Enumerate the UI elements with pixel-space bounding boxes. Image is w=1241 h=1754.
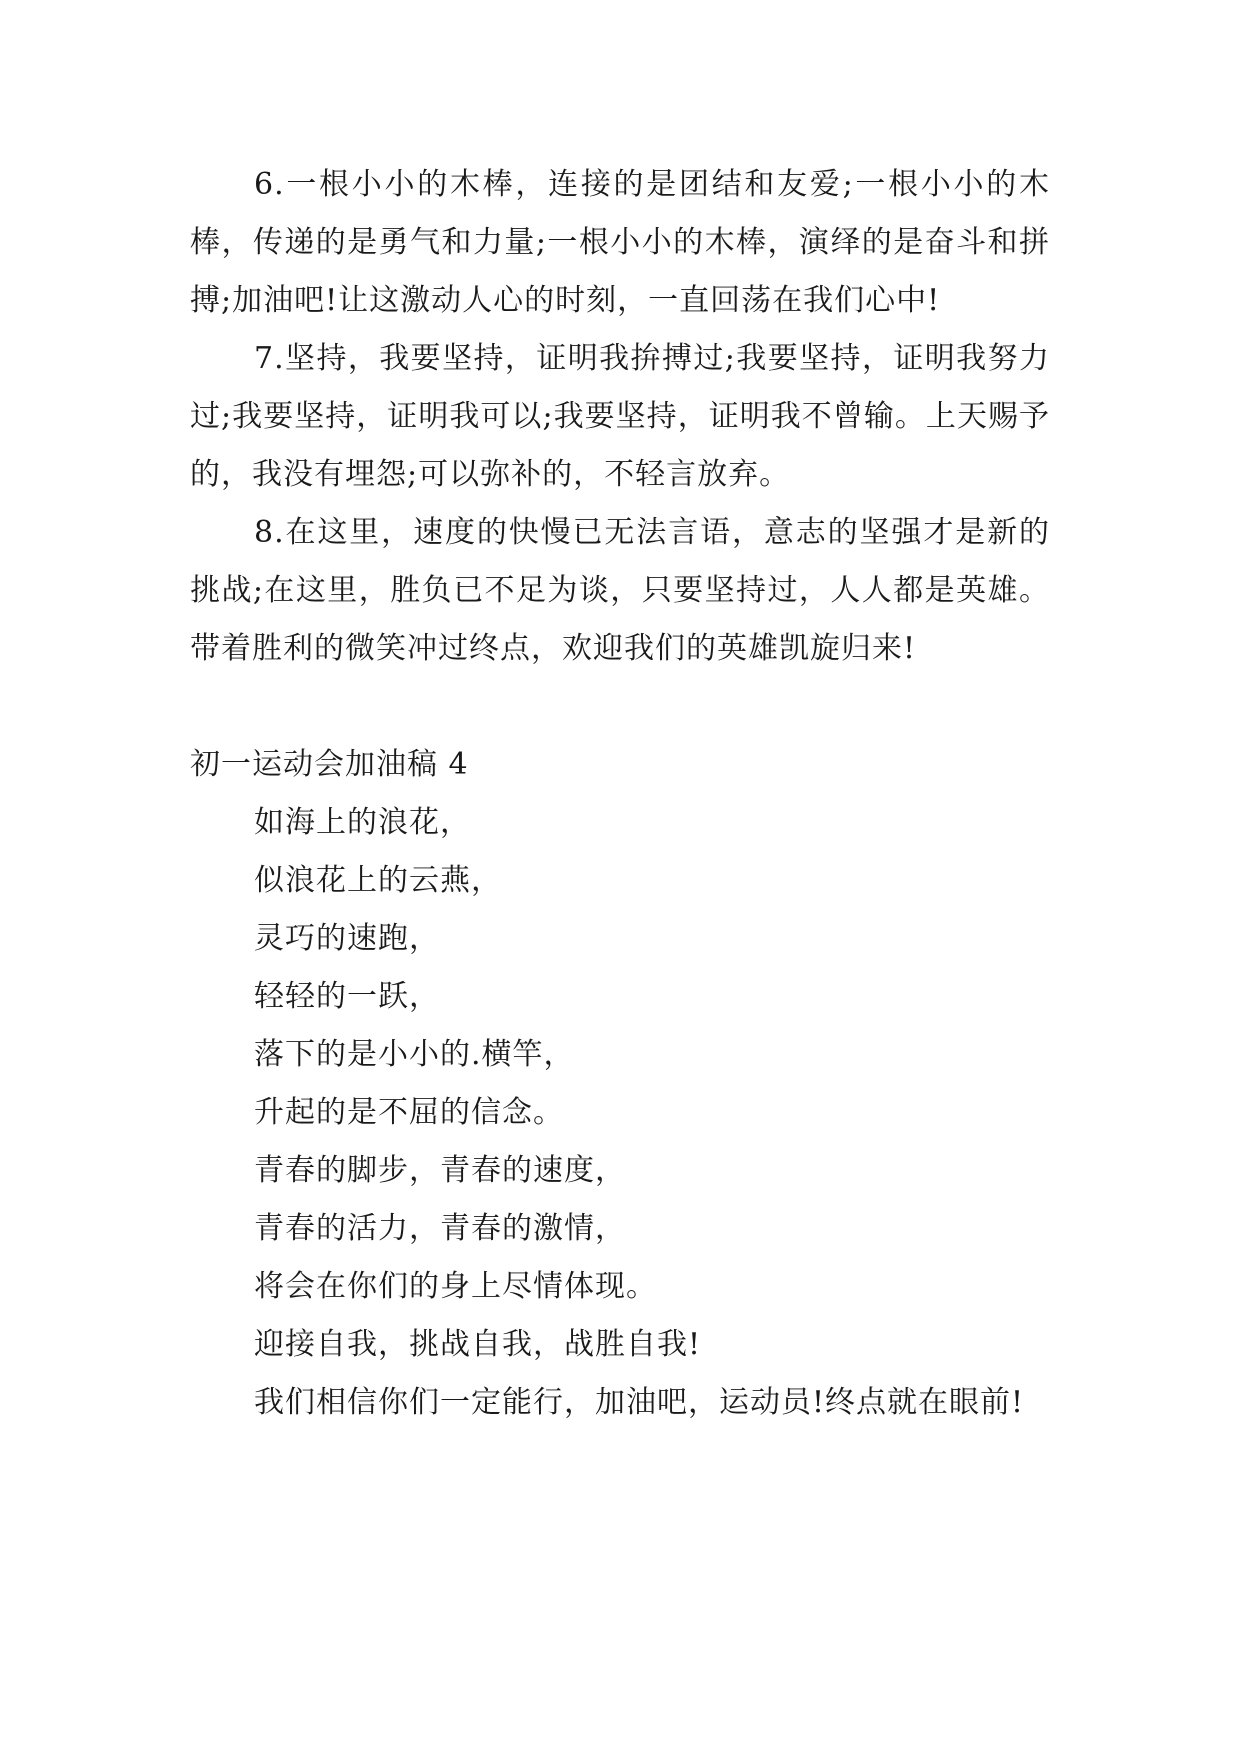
paragraph-8: 8.在这里，速度的快慢已无法言语，意志的坚强才是新的挑战;在这里，胜负已不足为谈，只要坚持过，人人都是英雄。带着胜利的微笑冲过终点，欢迎我们的英雄凯旋归来!	[190, 515, 1050, 666]
poem-line: 青春的活力，青春的激情，	[254, 1211, 626, 1246]
poem-line: 将会在你们的身上尽情体现。	[254, 1269, 657, 1304]
poem-line: 似浪花上的云燕，	[254, 863, 502, 898]
paragraph-6: 6.一根小小的木棒，连接的是团结和友爱;一根小小的木棒，传递的是勇气和力量;一根小小的木棒，演绎的是奋斗和拼搏;加油吧!让这激动人心的时刻，一直回荡在我们心中!	[190, 167, 1050, 318]
poem-line: 青春的脚步，青春的速度，	[254, 1153, 626, 1188]
poem-line: 灵巧的速跑，	[254, 921, 440, 956]
poem-line: 迎接自我，挑战自我，战胜自我!	[254, 1327, 702, 1362]
paragraph-7: 7.坚持，我要坚持，证明我拚搏过;我要坚持，证明我努力过;我要坚持，证明我可以;我要坚持，证明我不曾输。上天赐予的，我没有埋怨;可以弥补的，不轻言放弃。	[190, 341, 1050, 492]
poem-line: 落下的是小小的.横竿，	[254, 1037, 575, 1072]
poem-line: 我们相信你们一定能行，加油吧，运动员!终点就在眼前!	[254, 1385, 1025, 1420]
poem-line: 如海上的浪花，	[254, 805, 471, 840]
poem-line: 升起的是不屈的信念。	[254, 1095, 564, 1130]
section-title: 初一运动会加油稿 4	[190, 747, 469, 782]
poem-lines	[190, 794, 1050, 1432]
poem-line: 轻轻的一跃，	[254, 979, 440, 1014]
document-content	[190, 156, 1050, 1432]
